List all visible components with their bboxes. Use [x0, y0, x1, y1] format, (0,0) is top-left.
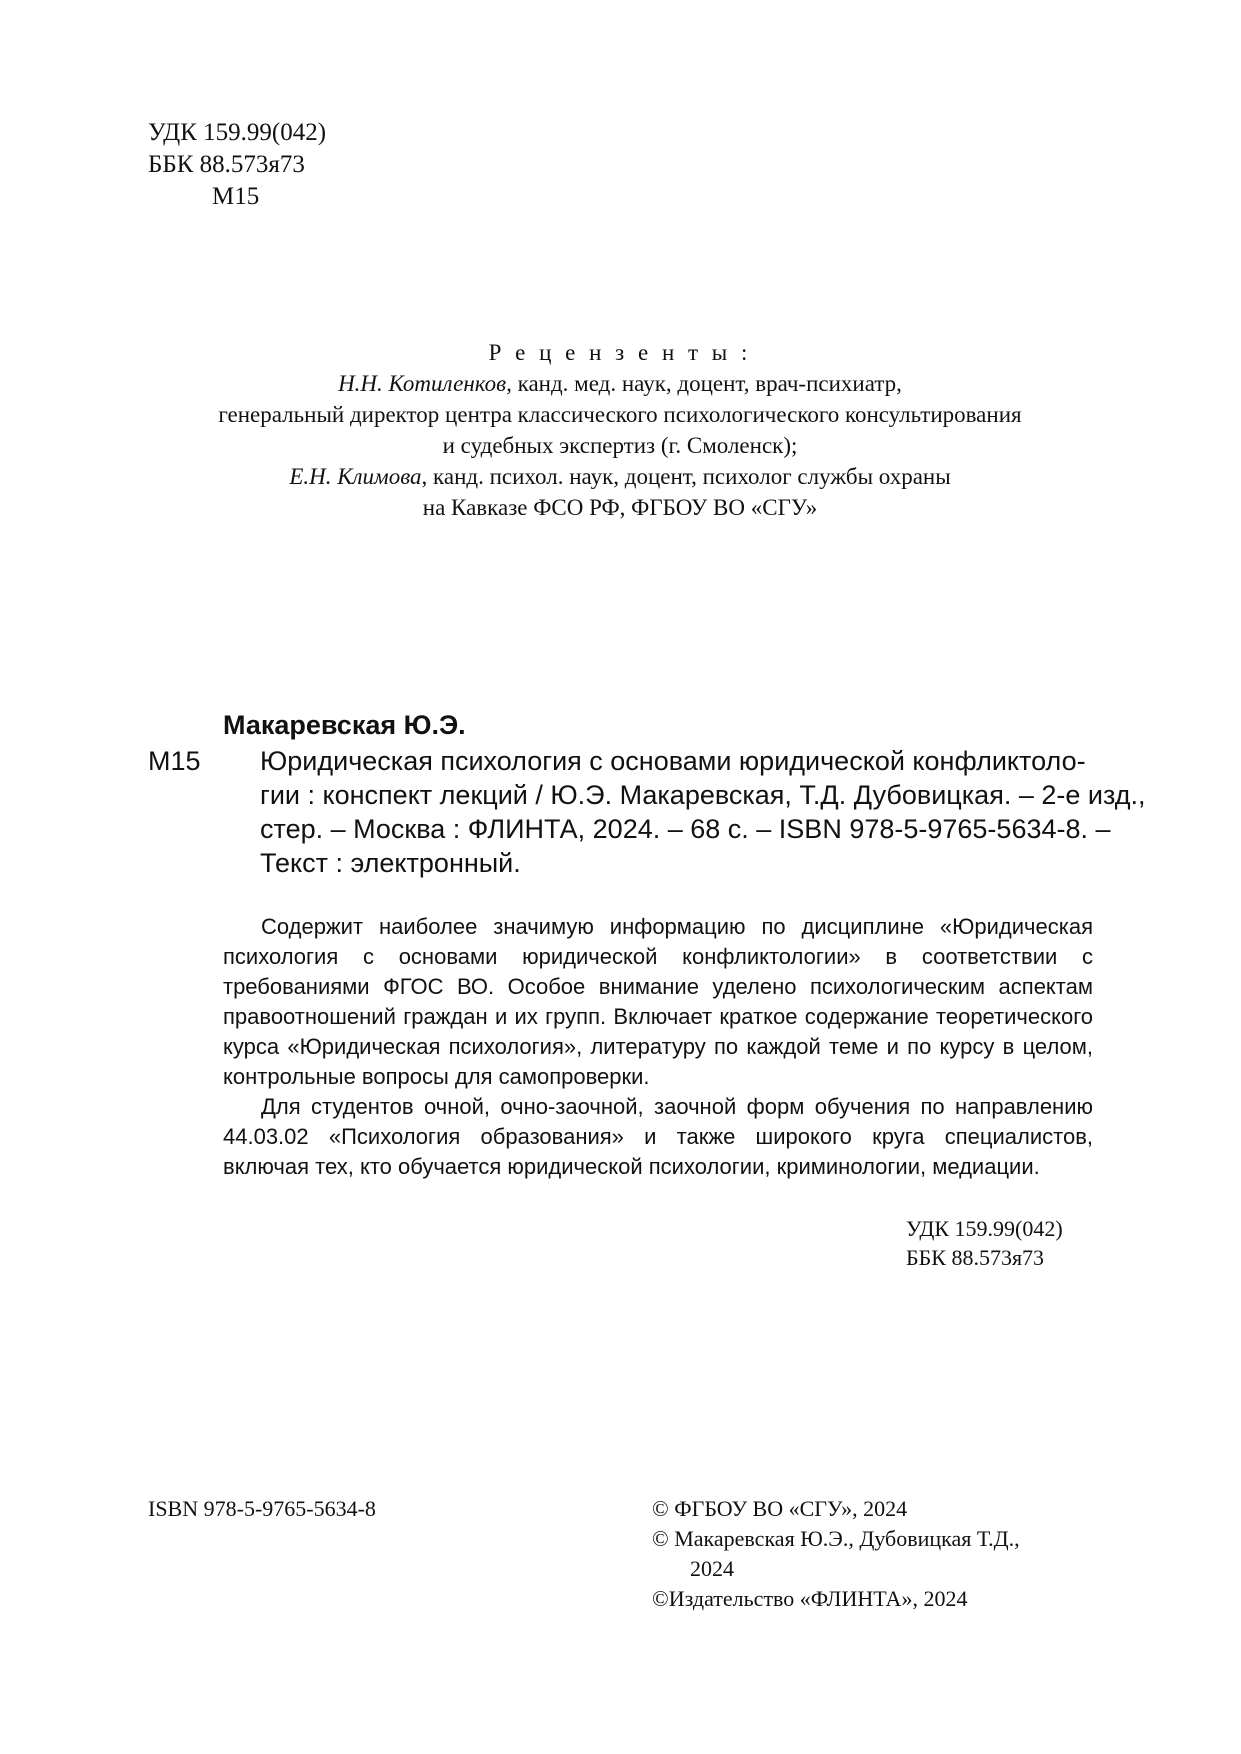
- copyright-authors-year: 2024: [690, 1556, 734, 1581]
- bbk-code: ББК 88.573я73: [148, 151, 305, 178]
- bbk-code: ББК 88.573я73: [906, 1245, 1045, 1270]
- abstract-line: Содержит наиболее значимую информацию по дисциплине «Юридическая: [261, 914, 1093, 939]
- bib-line: Текст : электронный.: [260, 848, 521, 878]
- abstract-line: Для студентов очной, очно-заочной, заочной форм обучения по направлению: [261, 1094, 1093, 1119]
- reviewer-1-name: Н.Н. Котиленков,: [338, 371, 512, 396]
- bib-line: стер. – Москва : ФЛИНТА, 2024. – 68 с. – ISBN 978-5-9765-5634-8. –: [260, 814, 1111, 844]
- reviewer-1-line-2: генеральный директор центра классического психологического консультирования: [218, 402, 1022, 427]
- record-mark: М15: [148, 746, 201, 776]
- reviewers-heading: Р е ц е н з е н т ы :: [488, 340, 752, 365]
- abstract-line: контрольные вопросы для самопроверки.: [223, 1064, 650, 1089]
- abstract-line: 44.03.02 «Психология образования» и также широкого круга специалистов,: [223, 1124, 1093, 1149]
- reviewer-1-line-1: [140, 368, 1100, 399]
- udk-code: УДК 159.99(042): [148, 119, 327, 146]
- copyright-university: © ФГБОУ ВО «СГУ», 2024: [652, 1496, 908, 1521]
- reviewer-2-name: Е.Н. Климова: [289, 464, 422, 489]
- reviewer-1-line-3: и судебных экспертиз (г. Смоленск);: [442, 433, 798, 458]
- annotation: [223, 912, 1093, 1182]
- record-author: Макаревская Ю.Э.: [223, 710, 466, 740]
- reviewer-2-line-1: [140, 461, 1100, 492]
- bib-line: гии : конспект лекций / Ю.Э. Макаревская, Т.Д. Дубовицкая. – 2-е изд.,: [260, 780, 1146, 810]
- author-mark: М15: [212, 183, 260, 210]
- bibliographic-description: [260, 744, 1146, 880]
- abstract-line: требованиями ФГОС ВО. Особое внимание уделено психологическим аспектам: [223, 974, 1093, 999]
- abstract-line: психология с основами юридической конфликтологии» в соответствии с: [223, 944, 1093, 969]
- reviewer-2-credentials: , канд. психол. наук, доцент, психолог службы охраны: [421, 464, 951, 489]
- copyright-authors: © Макаревская Ю.Э., Дубовицкая Т.Д.,: [652, 1526, 1020, 1551]
- reviewers-block: [140, 337, 1100, 523]
- copyright-publisher: ©Издательство «ФЛИНТА», 2024: [652, 1586, 968, 1611]
- copyright-block: [652, 1494, 1020, 1614]
- abstract-line: правоотношений граждан и их групп. Включает краткое содержание теоретического: [223, 1004, 1093, 1029]
- reviewer-2-line-2: на Кавказе ФСО РФ, ФГБОУ ВО «СГУ»: [422, 495, 818, 520]
- bib-line: Юридическая психология с основами юридической конфликтоло-: [260, 746, 1086, 776]
- isbn: ISBN 978-5-9765-5634-8: [148, 1496, 376, 1521]
- abstract-line: включая тех, кто обучается юридической психологии, криминологии, медиации.: [223, 1154, 1040, 1179]
- classification-codes-bottom: [906, 1214, 1063, 1272]
- classification-codes-top: [148, 117, 326, 213]
- abstract-line: курса «Юридическая психология», литературу по каждой теме и по курсу в целом,: [223, 1034, 1093, 1059]
- udk-code: УДК 159.99(042): [906, 1216, 1063, 1241]
- reviewer-1-credentials: канд. мед. наук, доцент, врач-психиатр,: [511, 371, 902, 396]
